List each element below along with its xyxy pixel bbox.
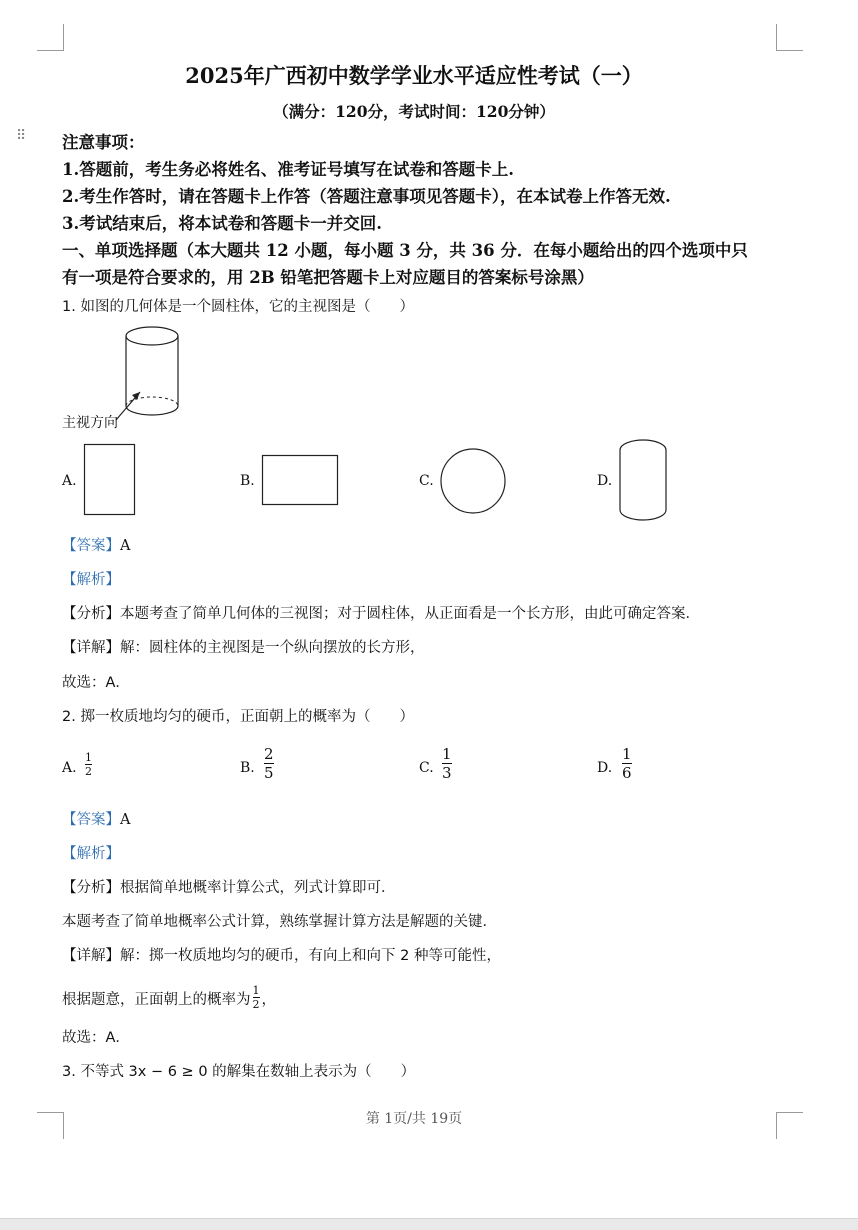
q2-answer xyxy=(62,808,130,829)
q2-option-b-label[interactable]: B. xyxy=(240,760,255,776)
page-footer: 第 1页/共 19页 xyxy=(365,1111,463,1127)
q2-detail-prefix: 根据题意，正面朝上的概率为 xyxy=(62,992,251,1008)
q2-fenxi-2: 本题考查了简单地概率公式计算，熟练掌握计算方法是解题的关键． xyxy=(62,914,497,930)
q2-option-d-numerator: 1 xyxy=(622,745,632,763)
q2-conclusion: 故选：A． xyxy=(62,1030,130,1046)
q2-xiangjie: 【详解】解：掷一枚质地均匀的硬币，有向上和向下 2 种等可能性， xyxy=(62,948,501,964)
crop-mark-top-left xyxy=(37,24,64,51)
q1-answer-tag: 【答案】 xyxy=(62,538,120,554)
q2-analysis-tag: 【解析】 xyxy=(62,846,120,862)
q1-answer-value: A xyxy=(120,538,131,554)
q2-option-c-denominator: 3 xyxy=(442,764,452,782)
q1-option-c-label[interactable]: C. xyxy=(419,473,434,489)
page-subtitle: （满分：120分，考试时间：120分钟） xyxy=(273,102,555,121)
drag-handle-icon[interactable]: ⠿ xyxy=(16,128,26,144)
section-heading-line2: 有一项是符合要求的，用 2B 铅笔把答题卡上对应题目的答案标号涂黑） xyxy=(62,268,594,287)
q2-option-c-numerator: 1 xyxy=(442,745,452,763)
q2-option-d-label[interactable]: D. xyxy=(597,760,613,776)
q2-option-b-fraction[interactable] xyxy=(264,745,274,782)
q2-fenxi: 【分析】根据简单地概率计算公式，列式计算即可． xyxy=(62,880,396,896)
q2-option-b-numerator: 2 xyxy=(264,745,274,763)
q2-answer-tag: 【答案】 xyxy=(62,812,120,828)
q1-fenxi: 【分析】本题考查了简单几何体的三视图；对于圆柱体，从正面看是一个长方形，由此可确定答案． xyxy=(62,606,700,622)
view-direction-label: 主视方向 xyxy=(62,415,118,431)
q2-option-c-label[interactable]: C. xyxy=(419,760,434,776)
q2-detail-suffix: ， xyxy=(261,992,276,1008)
q1-option-b-label[interactable]: B. xyxy=(240,473,255,489)
q1-option-a-tall-rectangle[interactable] xyxy=(84,444,136,516)
notice-item-3: 3.考试结束后，将本试卷和答题卡一并交回. xyxy=(62,214,382,233)
q1-xiangjie: 【详解】解：圆柱体的主视图是一个纵向摆放的长方形， xyxy=(62,640,425,656)
q1-option-b-wide-rectangle[interactable] xyxy=(262,455,338,506)
q2-option-d-denominator: 6 xyxy=(622,764,632,782)
q2-answer-value: A xyxy=(120,812,131,828)
notice-heading: 注意事项： xyxy=(62,133,145,152)
q2-option-a-denominator: 2 xyxy=(85,765,92,778)
q2-option-a-numerator: 1 xyxy=(85,751,92,764)
q2-option-b-denominator: 5 xyxy=(264,764,274,782)
cylinder-figure xyxy=(110,320,200,420)
page-title: 2025年广西初中数学学业水平适应性考试（一） xyxy=(185,63,643,88)
q1-option-d-label[interactable]: D. xyxy=(597,473,613,489)
q1-answer xyxy=(62,534,130,555)
q1-stem: 1. 如图的几何体是一个圆柱体，它的主视图是（ ） xyxy=(62,299,414,315)
q3-stem: 3. 不等式 3x − 6 ≥ 0 的解集在数轴上表示为（ ） xyxy=(62,1064,416,1080)
q2-detail-line xyxy=(62,985,276,1012)
q2-option-c-fraction[interactable] xyxy=(442,745,452,782)
crop-mark-top-right xyxy=(776,24,803,51)
notice-item-2: 2.考生作答时，请在答题卡上作答（答题注意事项见答题卡），在本试卷上作答无效. xyxy=(62,187,671,206)
q1-option-a-label[interactable]: A. xyxy=(62,473,77,489)
q2-detail-numerator: 1 xyxy=(252,984,260,997)
q2-detail-fraction xyxy=(253,984,260,1011)
q2-option-a-label[interactable]: A. xyxy=(62,760,77,776)
q1-analysis-tag: 【解析】 xyxy=(62,572,120,588)
q1-option-c-circle[interactable] xyxy=(440,448,508,514)
q2-stem: 2. 掷一枚质地均匀的硬币，正面朝上的概率为（ ） xyxy=(62,709,414,725)
q1-conclusion: 故选：A． xyxy=(62,675,130,691)
notice-item-1: 1.答题前，考生务必将姓名、准考证号填写在试卷和答题卡上. xyxy=(62,160,514,179)
q2-detail-denominator: 2 xyxy=(252,998,260,1011)
q2-option-a-fraction[interactable] xyxy=(85,751,92,778)
page-gap xyxy=(0,1218,858,1230)
section-heading-line1: 一、单项选择题（本大题共 12 小题，每小题 3 分，共 36 分．在每小题给出的四个选项中只 xyxy=(62,241,748,260)
q1-option-d-cylinder-outline[interactable] xyxy=(619,438,669,524)
q2-option-d-fraction[interactable] xyxy=(622,745,632,782)
